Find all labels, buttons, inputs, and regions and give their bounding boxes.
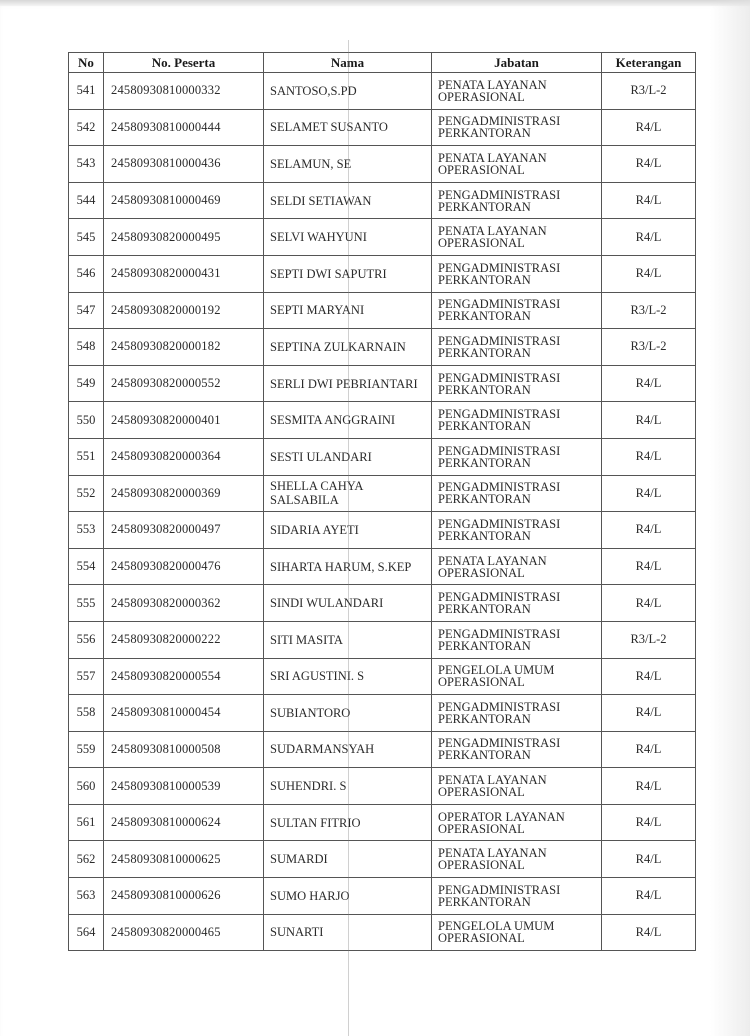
row-number: 563 (69, 878, 104, 915)
remark: R4/L (602, 585, 696, 622)
row-number: 549 (69, 365, 104, 402)
participant-number: 24580930810000332 (104, 73, 264, 110)
table-row (69, 219, 696, 256)
table-row (69, 438, 696, 475)
table-body (69, 73, 696, 951)
position-title: PENATA LAYANAN OPERASIONAL (432, 219, 602, 256)
participant-number: 24580930810000454 (104, 695, 264, 732)
participant-number: 24580930820000552 (104, 365, 264, 402)
position-title: PENGADMINISTRASI PERKANTORAN (432, 292, 602, 329)
remark: R4/L (602, 658, 696, 695)
participant-name: SELAMET SUSANTO (264, 109, 432, 146)
position-title: PENGADMINISTRASI PERKANTORAN (432, 475, 602, 512)
participant-number: 24580930820000554 (104, 658, 264, 695)
table-row (69, 182, 696, 219)
header-no: No (69, 53, 104, 73)
participant-name: SESMITA ANGGRAINI (264, 402, 432, 439)
participant-number: 24580930810000624 (104, 804, 264, 841)
table-row (69, 658, 696, 695)
remark: R4/L (602, 914, 696, 951)
position-title: PENGELOLA UMUM OPERASIONAL (432, 658, 602, 695)
participant-name: SULTAN FITRIO (264, 804, 432, 841)
remark: R3/L-2 (602, 73, 696, 110)
participant-name: SANTOSO,S.PD (264, 73, 432, 110)
participant-name: SUHENDRI. S (264, 768, 432, 805)
row-number: 551 (69, 438, 104, 475)
position-title: PENGELOLA UMUM OPERASIONAL (432, 914, 602, 951)
position-title: PENGADMINISTRASI PERKANTORAN (432, 365, 602, 402)
remark: R3/L-2 (602, 621, 696, 658)
scan-top-edge (0, 0, 750, 6)
table-row (69, 255, 696, 292)
participant-number: 24580930820000465 (104, 914, 264, 951)
position-title: PENGADMINISTRASI PERKANTORAN (432, 402, 602, 439)
row-number: 559 (69, 731, 104, 768)
participant-name: SUBIANTORO (264, 695, 432, 732)
table-row (69, 73, 696, 110)
position-title: PENGADMINISTRASI PERKANTORAN (432, 255, 602, 292)
row-number: 558 (69, 695, 104, 732)
scan-right-shadow (710, 0, 750, 1036)
row-number: 541 (69, 73, 104, 110)
position-title: OPERATOR LAYANAN OPERASIONAL (432, 804, 602, 841)
participant-number: 24580930810000508 (104, 731, 264, 768)
remark: R4/L (602, 804, 696, 841)
remark: R4/L (602, 219, 696, 256)
participant-name: SUDARMANSYAH (264, 731, 432, 768)
participant-name: SELVI WAHYUNI (264, 219, 432, 256)
position-title: PENGADMINISTRASI PERKANTORAN (432, 695, 602, 732)
remark: R3/L-2 (602, 292, 696, 329)
position-title: PENATA LAYANAN OPERASIONAL (432, 146, 602, 183)
row-number: 554 (69, 548, 104, 585)
position-title: PENGADMINISTRASI PERKANTORAN (432, 438, 602, 475)
participant-number: 24580930810000444 (104, 109, 264, 146)
header-keterangan: Keterangan (602, 53, 696, 73)
row-number: 560 (69, 768, 104, 805)
participant-number: 24580930820000182 (104, 329, 264, 366)
row-number: 556 (69, 621, 104, 658)
participant-name: SITI MASITA (264, 621, 432, 658)
position-title: PENGADMINISTRASI PERKANTORAN (432, 512, 602, 549)
participant-number: 24580930820000431 (104, 255, 264, 292)
participant-number: 24580930820000476 (104, 548, 264, 585)
remark: R4/L (602, 695, 696, 732)
remark: R4/L (602, 548, 696, 585)
participant-table (68, 52, 696, 951)
table-row (69, 146, 696, 183)
participant-number: 24580930810000539 (104, 768, 264, 805)
participant-name: SINDI WULANDARI (264, 585, 432, 622)
row-number: 550 (69, 402, 104, 439)
row-number: 543 (69, 146, 104, 183)
participant-number: 24580930820000362 (104, 585, 264, 622)
header-jabatan: Jabatan (432, 53, 602, 73)
row-number: 564 (69, 914, 104, 951)
table-row (69, 109, 696, 146)
table-row (69, 402, 696, 439)
position-title: PENGADMINISTRASI PERKANTORAN (432, 621, 602, 658)
remark: R4/L (602, 365, 696, 402)
table-row (69, 548, 696, 585)
remark: R4/L (602, 182, 696, 219)
participant-number: 24580930820000497 (104, 512, 264, 549)
position-title: PENGADMINISTRASI PERKANTORAN (432, 585, 602, 622)
row-number: 562 (69, 841, 104, 878)
row-number: 547 (69, 292, 104, 329)
table-row (69, 695, 696, 732)
row-number: 552 (69, 475, 104, 512)
participant-number: 24580930820000222 (104, 621, 264, 658)
table-row (69, 841, 696, 878)
table-row (69, 804, 696, 841)
position-title: PENATA LAYANAN OPERASIONAL (432, 548, 602, 585)
participant-name: SESTI ULANDARI (264, 438, 432, 475)
remark: R4/L (602, 731, 696, 768)
table-row (69, 878, 696, 915)
participant-name: SRI AGUSTINI. S (264, 658, 432, 695)
participant-number: 24580930820000369 (104, 475, 264, 512)
participant-name: SELAMUN, SE (264, 146, 432, 183)
table-row (69, 329, 696, 366)
participant-name: SIHARTA HARUM, S.KEP (264, 548, 432, 585)
row-number: 544 (69, 182, 104, 219)
remark: R4/L (602, 402, 696, 439)
table-row (69, 621, 696, 658)
row-number: 545 (69, 219, 104, 256)
table-row (69, 914, 696, 951)
remark: R4/L (602, 109, 696, 146)
row-number: 561 (69, 804, 104, 841)
table-row (69, 731, 696, 768)
position-title: PENGADMINISTRASI PERKANTORAN (432, 731, 602, 768)
table-header-row (69, 53, 696, 73)
participant-name: SUMARDI (264, 841, 432, 878)
participant-number: 24580930810000469 (104, 182, 264, 219)
row-number: 548 (69, 329, 104, 366)
remark: R4/L (602, 475, 696, 512)
participant-number: 24580930820000495 (104, 219, 264, 256)
participant-name: SEPTI MARYANI (264, 292, 432, 329)
position-title: PENGADMINISTRASI PERKANTORAN (432, 109, 602, 146)
header-nama: Nama (264, 53, 432, 73)
participant-number: 24580930810000626 (104, 878, 264, 915)
position-title: PENATA LAYANAN OPERASIONAL (432, 841, 602, 878)
row-number: 542 (69, 109, 104, 146)
participant-number: 24580930820000364 (104, 438, 264, 475)
remark: R4/L (602, 768, 696, 805)
remark: R4/L (602, 146, 696, 183)
participant-name: SEPTINA ZULKARNAIN (264, 329, 432, 366)
participant-name: SERLI DWI PEBRIANTARI (264, 365, 432, 402)
row-number: 553 (69, 512, 104, 549)
position-title: PENGADMINISTRASI PERKANTORAN (432, 182, 602, 219)
position-title: PENATA LAYANAN OPERASIONAL (432, 768, 602, 805)
table-row (69, 768, 696, 805)
table-row (69, 512, 696, 549)
participant-name: SUNARTI (264, 914, 432, 951)
participant-name: SIDARIA AYETI (264, 512, 432, 549)
header-no-peserta: No. Peserta (104, 53, 264, 73)
participant-name: SELDI SETIAWAN (264, 182, 432, 219)
remark: R4/L (602, 841, 696, 878)
scan-fold-line (348, 40, 349, 1036)
participant-number: 24580930820000192 (104, 292, 264, 329)
position-title: PENGADMINISTRASI PERKANTORAN (432, 878, 602, 915)
participant-name: SEPTI DWI SAPUTRI (264, 255, 432, 292)
participant-number: 24580930810000436 (104, 146, 264, 183)
remark: R4/L (602, 878, 696, 915)
row-number: 546 (69, 255, 104, 292)
table-row (69, 292, 696, 329)
remark: R4/L (602, 512, 696, 549)
position-title: PENGADMINISTRASI PERKANTORAN (432, 329, 602, 366)
remark: R3/L-2 (602, 329, 696, 366)
participant-name: SHELLA CAHYA SALSABILA (264, 475, 432, 512)
position-title: PENATA LAYANAN OPERASIONAL (432, 73, 602, 110)
participant-number: 24580930820000401 (104, 402, 264, 439)
participant-name: SUMO HARJO (264, 878, 432, 915)
row-number: 557 (69, 658, 104, 695)
table-row (69, 475, 696, 512)
table-row (69, 365, 696, 402)
row-number: 555 (69, 585, 104, 622)
table-row (69, 585, 696, 622)
remark: R4/L (602, 255, 696, 292)
remark: R4/L (602, 438, 696, 475)
participant-number: 24580930810000625 (104, 841, 264, 878)
